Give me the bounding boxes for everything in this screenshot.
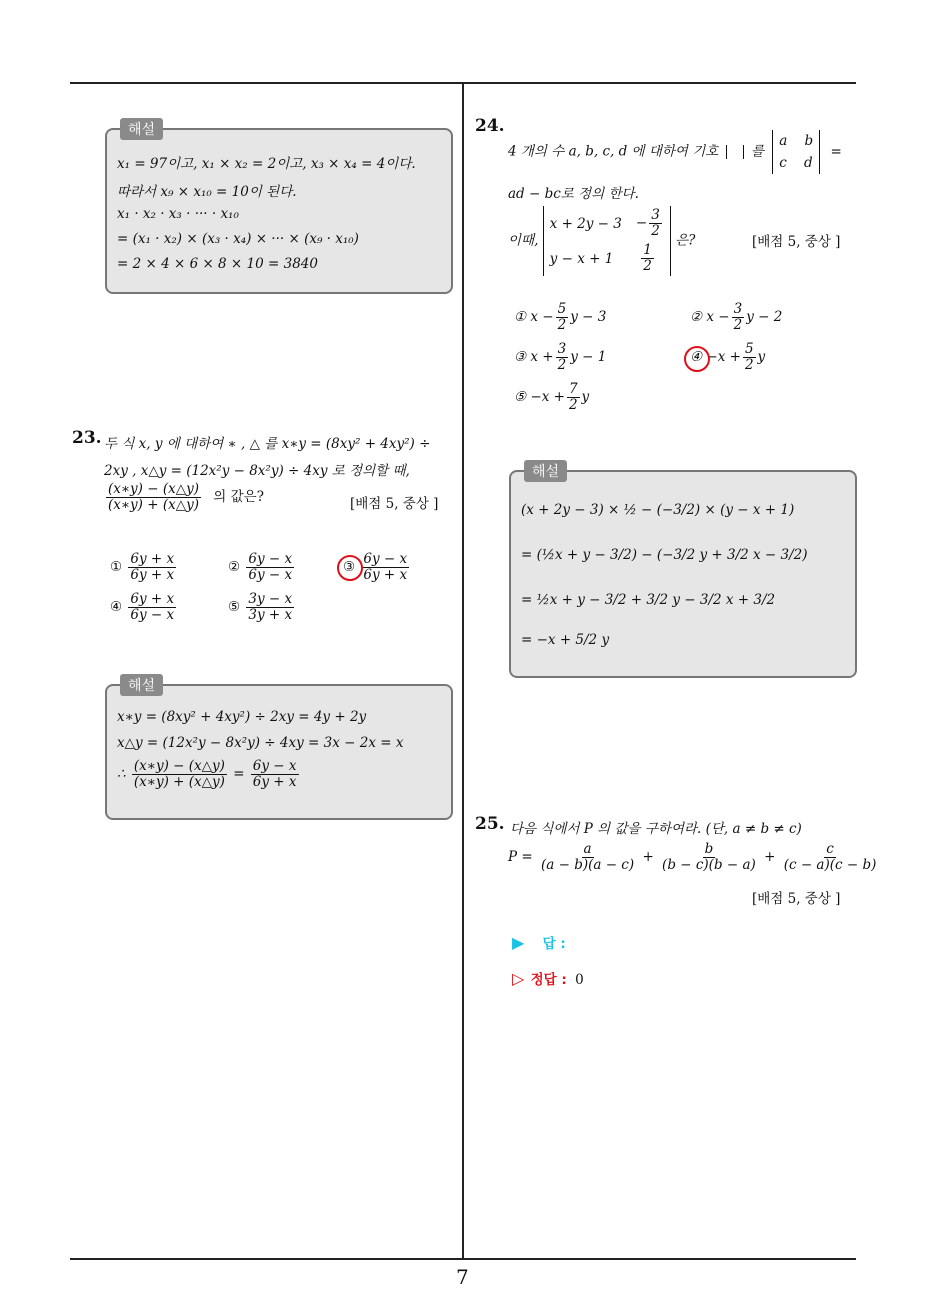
play-filled-icon: ▶ bbox=[512, 933, 525, 952]
q23-option-3[interactable]: ③ $\frac{6y - x}{6y + x}$ bbox=[343, 551, 408, 583]
q23-answer-circle bbox=[337, 555, 363, 581]
q25-number: 25. bbox=[475, 814, 505, 834]
q23-score: [배점 5, 중상 ] bbox=[350, 496, 439, 512]
sol22-line5: = 2 × 4 × 6 × 8 × 10 = 3840 bbox=[117, 256, 318, 272]
sol22-line4: = (x₁ · x₂) × (x₃ · x₄) × ··· × (x₉ · x₁₀) bbox=[117, 231, 359, 247]
q25-equation: P = $\frac{a}{(a - b)(a - c)}$ + $\frac{b}{(b - c)(b - a)}$ + $\frac{c}{(c - a)(c - b)}$ bbox=[508, 841, 877, 873]
q24-text1: 4 개의 수 a, b, c, d 에 대하여 기호 를 a b c d = bbox=[508, 130, 842, 174]
sol23-line2: x△y = (12x²y − 8x²y) ÷ 4xy = 3x − 2x = x bbox=[117, 735, 404, 751]
q23-text1: 두 식 x, y 에 대하여 ∗ , △ 를 x∗y = (8xy² + 4xy²) ÷ bbox=[104, 436, 431, 452]
q23-number: 23. bbox=[72, 428, 102, 448]
q24-option-1[interactable]: ① x − $\frac{5}{2}$ y − 3 bbox=[514, 301, 607, 333]
q25-score: [배점 5, 중상 ] bbox=[752, 891, 841, 907]
q23-option-5[interactable]: ⑤ $\frac{3y - x}{3y + x}$ bbox=[228, 591, 293, 623]
correct-label: 정답 : bbox=[530, 972, 567, 988]
q24-option-3[interactable]: ③ x + $\frac{3}{2}$ y − 1 bbox=[514, 341, 607, 373]
solution-label: 해설 bbox=[120, 674, 163, 696]
q23-expression bbox=[104, 482, 264, 513]
sol24-line2: = (½x + y − 3/2) − (−3/2 y + 3/2 x − 3/2) bbox=[521, 547, 808, 563]
sol22-line1: x₁ = 97이고, x₁ × x₂ = 2이고, x₃ × x₄ = 4이다. bbox=[117, 156, 416, 172]
q24-text2: ad − bc로 정의 한다. bbox=[508, 186, 639, 202]
q24-text3: 이때, x + 2y − 3 − $\frac{3}{2}$ y − x + 1 $\frac{1}{2}$ 은? bbox=[508, 207, 696, 274]
q25-text1: 다음 식에서 P 의 값을 구하여라. (단, a ≠ b ≠ c) bbox=[510, 821, 802, 837]
q25-answer-row bbox=[512, 932, 566, 952]
sol24-line4: = −x + 5/2 y bbox=[521, 632, 610, 648]
sol22-line2: 따라서 x₉ × x₁₀ = 10이 된다. bbox=[117, 184, 297, 200]
column-divider bbox=[462, 82, 464, 1260]
q23-text3: 의 값은? bbox=[213, 489, 264, 505]
sol24-line3: = ½x + y − 3/2 + 3/2 y − 3/2 x + 3/2 bbox=[521, 592, 776, 608]
q24-option-5[interactable]: ⑤ −x + $\frac{7}{2}$ y bbox=[514, 381, 590, 413]
q25-correct-row bbox=[512, 968, 584, 988]
q24-matrix: x + 2y − 3 − $\frac{3}{2}$ y − x + 1 $\frac{1}{2}$ bbox=[543, 206, 671, 276]
solution-label: 해설 bbox=[120, 118, 163, 140]
q23-frac-num: (x∗y) − (x△y) bbox=[108, 481, 199, 497]
q23-text2: 2xy , x△y = (12x²y − 8x²y) ÷ 4xy 로 정의할 때, bbox=[104, 463, 410, 479]
q23-frac-den: (x∗y) + (x△y) bbox=[108, 497, 199, 513]
play-outline-icon: ▷ bbox=[512, 969, 525, 988]
q24-option-2[interactable]: ② x − $\frac{3}{2}$ y − 2 bbox=[690, 301, 783, 333]
q24-det-symbol: a b c d bbox=[772, 130, 820, 174]
bottom-rule bbox=[70, 1258, 856, 1260]
correct-value: 0 bbox=[575, 972, 584, 988]
q23-option-4[interactable]: ④ $\frac{6y + x}{6y - x}$ bbox=[110, 591, 175, 623]
q24-number: 24. bbox=[475, 116, 505, 136]
q23-option-1[interactable]: ① $\frac{6y + x}{6y + x}$ bbox=[110, 551, 175, 583]
solution-label: 해설 bbox=[524, 460, 567, 482]
solution-23-box bbox=[105, 684, 453, 820]
q23-option-2[interactable]: ② $\frac{6y - x}{6y - x}$ bbox=[228, 551, 293, 583]
answer-label: 답 : bbox=[542, 936, 566, 952]
q24-score: [배점 5, 중상 ] bbox=[752, 234, 841, 250]
q24-option-4[interactable]: ④ −x + $\frac{5}{2}$ y bbox=[690, 341, 766, 373]
sol23-line3: ∴ $\frac{(x∗y) - (x\triangle y)}{(x∗y) + (x\triangle y)}$ = $\frac{6y - x}{6y + x}$ bbox=[117, 758, 297, 790]
sol22-line3: x₁ · x₂ · x₃ · ··· · x₁₀ bbox=[117, 206, 239, 222]
q24-answer-circle bbox=[684, 346, 710, 372]
sol23-line1: x∗y = (8xy² + 4xy²) ÷ 2xy = 4y + 2y bbox=[117, 709, 367, 725]
sol24-line1: (x + 2y − 3) × ½ − (−3/2) × (y − x + 1) bbox=[521, 502, 795, 518]
page-number: 7 bbox=[456, 1265, 469, 1289]
